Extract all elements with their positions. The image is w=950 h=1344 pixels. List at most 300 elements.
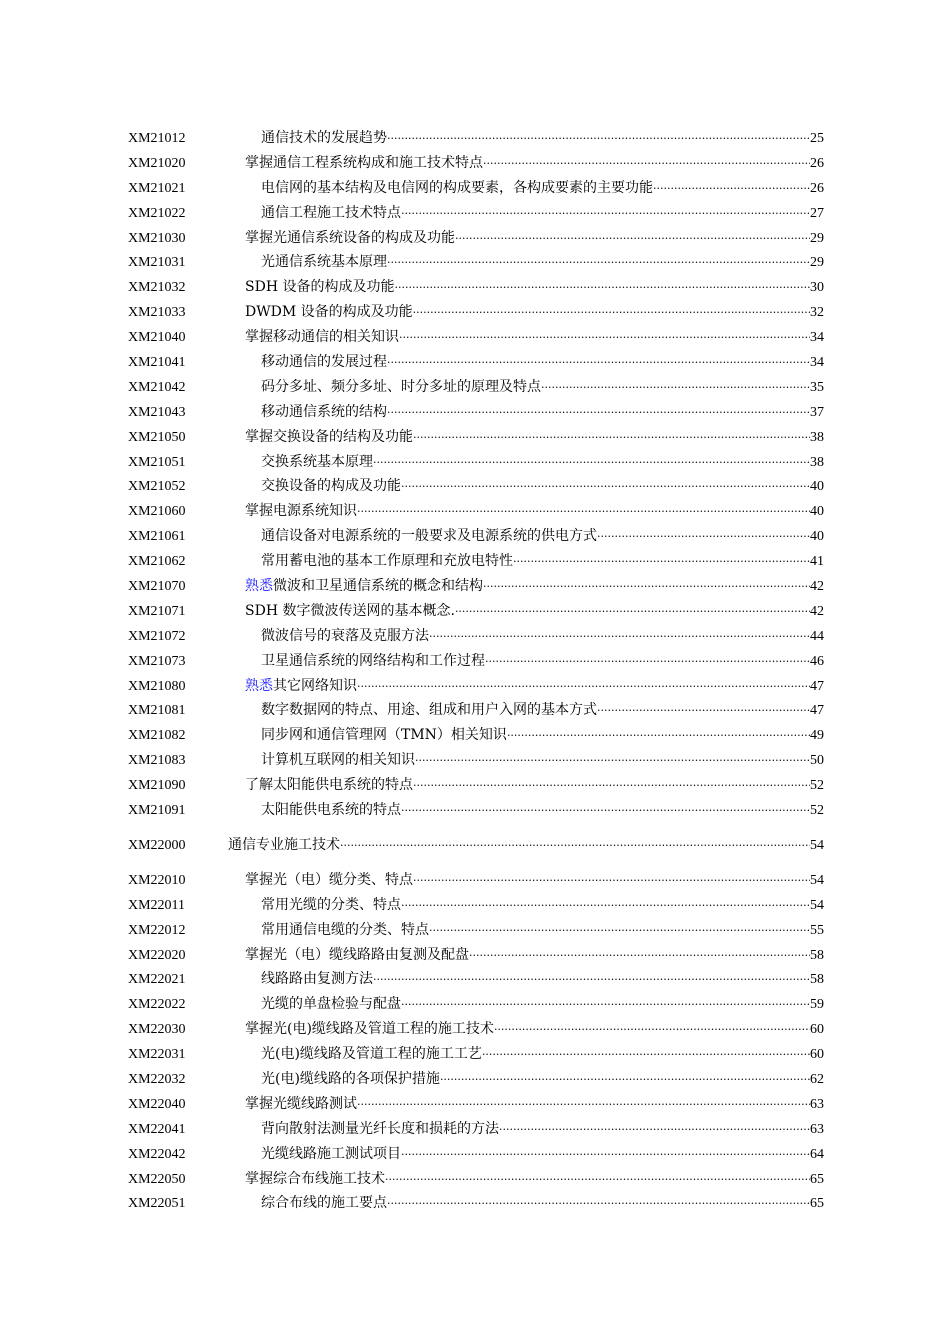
toc-entry[interactable] <box>128 674 824 699</box>
toc-entry-title: 数字数据网的特点、用途、组成和用户入网的基本方式 <box>261 702 597 719</box>
toc-entry-body <box>228 474 824 500</box>
toc-entry-code: XM21050 <box>128 429 186 445</box>
toc-entry-code: XM21021 <box>128 180 186 196</box>
toc-entry-code: XM21032 <box>128 280 186 296</box>
toc-entry-title: 计算机互联网的相关知识 <box>261 752 415 769</box>
toc-entry-title-wrap <box>261 748 415 773</box>
toc-entry-body <box>228 893 824 919</box>
toc-entry[interactable] <box>128 967 824 992</box>
toc-entry-title-wrap <box>245 425 413 450</box>
toc-dot-leader <box>499 1118 810 1143</box>
toc-dot-leader <box>483 152 810 177</box>
toc-entry-body <box>228 574 824 600</box>
toc-dot-leader <box>401 202 810 227</box>
toc-entry-title: 光(电)缆线路及管道工程的施工工艺 <box>261 1046 482 1063</box>
toc-dot-leader <box>413 869 810 894</box>
toc-dot-leader <box>429 919 810 944</box>
toc-entry-title: 移动通信系统的结构 <box>261 403 387 420</box>
toc-entry-body <box>228 226 824 252</box>
toc-entry-body <box>228 1092 824 1118</box>
toc-entry-body <box>228 375 824 401</box>
toc-entry-title-wrap <box>245 1167 385 1192</box>
toc-entry-page: 65 <box>810 1171 824 1187</box>
toc-entry-body <box>228 450 824 476</box>
toc-entry-body <box>228 499 824 525</box>
toc-entry-body <box>228 674 824 700</box>
toc-entry[interactable] <box>128 992 824 1017</box>
toc-entry-title-wrap <box>245 599 455 624</box>
toc-entry[interactable] <box>128 599 824 624</box>
toc-entry-title: 通信技术的发展趋势 <box>261 130 387 146</box>
toc-entry[interactable] <box>128 450 824 475</box>
toc-entry-code: XM22022 <box>128 997 186 1013</box>
toc-entry-highlight: 熟悉 <box>245 578 273 595</box>
toc-entry-body <box>228 176 824 202</box>
toc-entry-code: XM21081 <box>128 703 186 719</box>
toc-entry-title-wrap <box>261 992 401 1017</box>
toc-entry-body <box>228 918 824 944</box>
toc-entry-body <box>228 201 824 227</box>
toc-entry[interactable] <box>128 773 824 798</box>
toc-entry-body <box>228 1042 824 1068</box>
toc-entry-code: XM22021 <box>128 972 186 988</box>
toc-entry-page: 42 <box>810 603 824 619</box>
toc-entry-title-wrap <box>261 250 387 275</box>
toc-entry-code: XM22030 <box>128 1022 186 1038</box>
toc-dot-leader <box>340 834 810 859</box>
toc-entry-page: 47 <box>810 703 824 719</box>
toc-entry[interactable] <box>128 275 824 300</box>
toc-entry-title-wrap <box>245 499 357 524</box>
toc-entry-title-wrap <box>245 325 399 350</box>
toc-entry-title: 同步网和通信管理网（TMN）相关知识 <box>261 727 507 744</box>
toc-entry-code: XM21040 <box>128 330 186 346</box>
toc-entry[interactable] <box>128 226 824 251</box>
toc-entry-title: 常用蓄电池的基本工作原理和充放电特性 <box>261 553 513 570</box>
toc-entry-code: XM21031 <box>128 255 186 271</box>
toc-entry-page: 60 <box>810 1047 824 1063</box>
toc-entry-body <box>228 425 824 451</box>
toc-entry-title-wrap <box>245 943 469 968</box>
toc-entry-page: 63 <box>810 1096 824 1112</box>
toc-entry-title: 了解太阳能供电系统的特点 <box>245 777 413 794</box>
toc-entry-title-wrap <box>245 868 413 893</box>
toc-entry-code: XM22042 <box>128 1146 186 1162</box>
toc-entry[interactable] <box>128 918 824 943</box>
toc-dot-leader <box>394 276 810 301</box>
toc-entry-title: 码分多址、频分多址、时分多址的原理及特点 <box>261 378 541 395</box>
toc-entry[interactable] <box>128 425 824 450</box>
toc-entry-page: 41 <box>810 554 824 570</box>
toc-entry-body <box>228 1067 824 1093</box>
toc-entry-title-wrap <box>245 226 455 251</box>
toc-entry-body <box>228 624 824 650</box>
toc-entry-title-wrap <box>245 275 394 300</box>
toc-entry-title: 掌握通信工程系统构成和施工技术特点 <box>245 154 483 171</box>
toc-entry[interactable] <box>128 1067 824 1092</box>
toc-entry-code: XM21020 <box>128 155 186 171</box>
toc-entry-code: XM21083 <box>128 753 186 769</box>
toc-entry-code: XM21072 <box>128 628 186 644</box>
toc-entry-title-wrap <box>245 773 413 798</box>
toc-entry-title-wrap <box>261 450 373 475</box>
toc-entry[interactable] <box>128 1191 824 1216</box>
toc-entry-title-wrap <box>261 893 401 918</box>
toc-entry-body <box>228 1117 824 1143</box>
toc-entry-title: 常用光缆的分类、特点 <box>261 896 401 913</box>
toc-entry-code: XM21062 <box>128 554 186 570</box>
toc-dot-leader <box>401 894 810 919</box>
toc-entry-page: 65 <box>810 1196 824 1212</box>
toc-dot-leader <box>387 401 810 426</box>
toc-entry-page: 38 <box>810 454 824 470</box>
toc-entry[interactable] <box>128 151 824 176</box>
toc-entry-code: XM21051 <box>128 454 186 470</box>
toc-entry[interactable] <box>128 499 824 524</box>
toc-entry-title-wrap <box>261 1117 499 1142</box>
toc-entry-page: 26 <box>810 180 824 196</box>
toc-entry-title: 线路路由复测方法 <box>261 971 373 988</box>
toc-entry-highlight: 熟悉 <box>245 677 273 694</box>
toc-dot-leader <box>373 968 810 993</box>
toc-entry-code: XM22010 <box>128 872 186 888</box>
toc-dot-leader <box>597 525 810 550</box>
toc-entry-code: XM21043 <box>128 404 186 420</box>
toc-dot-leader <box>494 1018 810 1043</box>
toc-entry[interactable] <box>128 1042 824 1067</box>
toc-entry-page: 50 <box>810 753 824 769</box>
toc-dot-leader <box>413 426 810 451</box>
toc-entry-page: 64 <box>810 1146 824 1162</box>
toc-entry[interactable] <box>128 350 824 375</box>
toc-dot-leader <box>415 749 810 774</box>
toc-entry-page: 29 <box>810 230 824 246</box>
toc-dot-leader <box>357 675 810 700</box>
toc-entry-page: 40 <box>810 529 824 545</box>
toc-entry[interactable] <box>128 325 824 350</box>
toc-entry-title: 掌握电源系统知识 <box>245 503 357 520</box>
toc-entry-code: XM21080 <box>128 678 186 694</box>
toc-dot-leader <box>507 724 810 749</box>
toc-entry-body <box>228 943 824 969</box>
toc-dot-leader <box>541 376 810 401</box>
toc-dot-leader <box>653 177 810 202</box>
toc-entry[interactable] <box>128 649 824 674</box>
toc-dot-leader <box>385 1168 810 1193</box>
toc-entry[interactable] <box>128 1117 824 1142</box>
toc-entry-body <box>228 599 824 625</box>
toc-dot-leader <box>440 1068 810 1093</box>
toc-entry-title: 光缆的单盘检验与配盘 <box>261 996 401 1013</box>
toc-entry-title: 移动通信的发展过程 <box>261 354 387 371</box>
toc-dot-leader <box>387 127 810 152</box>
toc-entry-body <box>228 325 824 351</box>
toc-entry-page: 40 <box>810 504 824 520</box>
toc-entry[interactable] <box>128 868 824 893</box>
toc-entry[interactable] <box>128 474 824 499</box>
toc-entry-code: XM21073 <box>128 653 186 669</box>
toc-entry-body <box>228 151 824 177</box>
toc-entry-title: 微波和卫星通信系统的概念和结构 <box>273 578 483 595</box>
toc-entry-title-wrap <box>245 1092 357 1117</box>
toc-entry[interactable] <box>128 1167 824 1192</box>
toc-entry[interactable] <box>128 798 824 823</box>
toc-entry[interactable] <box>128 524 824 549</box>
toc-entry[interactable] <box>128 698 824 723</box>
toc-entry-code: XM22020 <box>128 947 186 963</box>
toc-dot-leader <box>387 1192 810 1217</box>
toc-entry-page: 54 <box>810 872 824 888</box>
toc-entry-code: XM22031 <box>128 1047 186 1063</box>
toc-entry-title-wrap <box>228 833 340 858</box>
toc-entry[interactable] <box>128 549 824 574</box>
toc-entry-page: 54 <box>810 837 824 853</box>
toc-entry-body <box>228 1142 824 1168</box>
toc-entry-page: 30 <box>810 280 824 296</box>
toc-entry-title-wrap <box>261 1042 482 1067</box>
toc-entry-body <box>228 723 824 749</box>
toc-entry[interactable] <box>128 943 824 968</box>
toc-entry-body <box>228 967 824 993</box>
toc-dot-leader <box>455 600 810 625</box>
toc-entry-page: 37 <box>810 404 824 420</box>
toc-entry-page: 63 <box>810 1121 824 1137</box>
toc-entry-title: 通信设备对电源系统的一般要求及电源系统的供电方式 <box>261 528 597 545</box>
toc-entry-title-wrap <box>261 649 485 674</box>
toc-entry-body <box>228 1167 824 1193</box>
toc-entry-title: 电信网的基本结构及电信网的构成要素，各构成要素的主要功能 <box>261 179 653 196</box>
toc-entry-body <box>228 350 824 376</box>
toc-entry-code: XM22041 <box>128 1121 186 1137</box>
toc-entry[interactable] <box>128 833 824 858</box>
toc-entry-title: 掌握光（电）缆线路路由复测及配盘 <box>245 946 469 963</box>
toc-entry-page: 58 <box>810 947 824 963</box>
toc-entry-body <box>228 748 824 774</box>
toc-dot-leader <box>482 1043 810 1068</box>
toc-entry-page: 38 <box>810 429 824 445</box>
toc-entry-page: 52 <box>810 803 824 819</box>
toc-entry-body <box>228 549 824 575</box>
toc-entry-body <box>228 833 824 859</box>
toc-entry[interactable] <box>128 126 824 151</box>
toc-dot-leader <box>387 351 810 376</box>
toc-entry-title-wrap <box>261 1142 401 1167</box>
toc-entry-body <box>228 649 824 675</box>
toc-entry-title-wrap <box>261 918 429 943</box>
toc-entry[interactable] <box>128 1017 824 1042</box>
toc-entry-title-wrap <box>245 574 483 599</box>
toc-entry-body <box>228 1017 824 1043</box>
toc-entry-body <box>228 524 824 550</box>
toc-entry-code: XM21070 <box>128 579 186 595</box>
toc-dot-leader <box>413 774 810 799</box>
toc-dot-leader <box>469 944 810 969</box>
toc-entry[interactable] <box>128 400 824 425</box>
toc-entry-title-wrap <box>261 524 597 549</box>
toc-entry-code: XM21071 <box>128 603 186 619</box>
toc-entry-page: 42 <box>810 579 824 595</box>
toc-entry[interactable] <box>128 201 824 226</box>
toc-entry[interactable] <box>128 893 824 918</box>
toc-entry[interactable] <box>128 375 824 400</box>
toc-entry-title: 掌握光（电）缆分类、特点 <box>245 871 413 888</box>
toc-entry-title: 光(电)缆线路的各项保护措施 <box>261 1070 440 1087</box>
toc-entry-page: 32 <box>810 305 824 321</box>
toc-entry-page: 25 <box>810 131 824 146</box>
toc-entry-page: 44 <box>810 628 824 644</box>
toc-entry-title: 微波信号的衰落及克服方法 <box>261 627 429 644</box>
toc-entry-page: 46 <box>810 653 824 669</box>
toc-entry-body <box>228 698 824 724</box>
toc-entry-code: XM22032 <box>128 1071 186 1087</box>
toc-entry-page: 54 <box>810 897 824 913</box>
toc-entry-title: 掌握移动通信的相关知识 <box>245 329 399 346</box>
toc-dot-leader <box>401 993 810 1018</box>
toc-entry-title: 光缆线路施工测试项目 <box>261 1145 401 1162</box>
toc-dot-leader <box>401 799 810 824</box>
toc-entry-code: XM22000 <box>128 837 186 853</box>
toc-entry-title: 背向散射法测量光纤长度和损耗的方法 <box>261 1120 499 1137</box>
toc-entry-page: 55 <box>810 922 824 938</box>
toc-entry-title: DWDM 设备的构成及功能 <box>245 304 413 321</box>
toc-entry-page: 59 <box>810 997 824 1013</box>
toc-entry-title-wrap <box>261 474 401 499</box>
toc-entry[interactable] <box>128 624 824 649</box>
toc-entry-code: XM21042 <box>128 379 186 395</box>
toc-entry-title: 掌握光(电)缆线路及管道工程的施工技术 <box>245 1021 494 1038</box>
toc-entry-code: XM21030 <box>128 230 186 246</box>
toc-entry[interactable] <box>128 176 824 201</box>
toc-entry-page: 47 <box>810 678 824 694</box>
toc-entry-code: XM21012 <box>128 131 186 146</box>
toc-entry-title: 交换系统基本原理 <box>261 453 373 470</box>
toc-entry-title-wrap <box>261 798 401 823</box>
toc-entry-title-wrap <box>261 723 507 748</box>
toc-entry-title-wrap <box>261 1067 440 1092</box>
toc-entry-page: 26 <box>810 155 824 171</box>
toc-entry-code: XM21061 <box>128 529 186 545</box>
toc-dot-leader <box>597 699 810 724</box>
toc-entry-body <box>228 773 824 799</box>
toc-entry-page: 58 <box>810 972 824 988</box>
toc-entry-code: XM21033 <box>128 305 186 321</box>
toc-entry-title: 光通信系统基本原理 <box>261 254 387 271</box>
toc-entry-title-wrap <box>261 350 387 375</box>
toc-entry-page: 62 <box>810 1071 824 1087</box>
toc-entry-title: 常用通信电缆的分类、特点 <box>261 921 429 938</box>
toc-entry[interactable] <box>128 1092 824 1117</box>
toc-entry-page: 49 <box>810 728 824 744</box>
toc-entry-body <box>228 300 824 326</box>
toc-entry-title-wrap <box>245 300 413 325</box>
toc-entry[interactable] <box>128 723 824 748</box>
toc-entry-page: 27 <box>810 205 824 221</box>
toc-dot-leader <box>387 251 810 276</box>
toc-dot-leader <box>357 500 810 525</box>
toc-entry[interactable] <box>128 748 824 773</box>
toc-entry-title-wrap <box>261 967 373 992</box>
toc-entry-title: 掌握光缆线路测试 <box>245 1095 357 1112</box>
toc-entry-title: 通信工程施工技术特点 <box>261 204 401 221</box>
toc-entry[interactable] <box>128 300 824 325</box>
toc-entry-code: XM22040 <box>128 1096 186 1112</box>
toc-entry-title: 综合布线的施工要点 <box>261 1195 387 1212</box>
toc-entry-title-wrap <box>261 375 541 400</box>
toc-entry-body <box>228 1191 824 1217</box>
toc-entry-code: XM21082 <box>128 728 186 744</box>
toc-entry-title: SDH 数字微波传送网的基本概念. <box>245 602 455 619</box>
toc-entry[interactable] <box>128 250 824 275</box>
toc-entry-title-wrap <box>261 549 513 574</box>
toc-entry-page: 29 <box>810 255 824 271</box>
toc-entry-code: XM22012 <box>128 922 186 938</box>
toc-entry-title: 其它网络知识 <box>273 677 357 694</box>
toc-entry-code: XM21022 <box>128 205 186 221</box>
toc-dot-leader <box>413 301 810 326</box>
toc-entry-body <box>228 275 824 301</box>
toc-entry-title: 通信专业施工技术 <box>228 836 340 853</box>
toc-entry-page: 60 <box>810 1022 824 1038</box>
toc-entry-title-wrap <box>245 1017 494 1042</box>
toc-entry-title-wrap <box>245 674 357 699</box>
toc-dot-leader <box>513 550 810 575</box>
toc-entry-code: XM21060 <box>128 504 186 520</box>
toc-entry-title-wrap <box>261 400 387 425</box>
toc-dot-leader <box>429 625 810 650</box>
toc-entry-body <box>228 798 824 824</box>
toc-dot-leader <box>483 575 810 600</box>
toc-entry-title-wrap <box>261 201 401 226</box>
toc-entry-body <box>228 126 824 152</box>
toc-entry-title: 交换设备的构成及功能 <box>261 478 401 495</box>
toc-entry-title-wrap <box>261 698 597 723</box>
toc-entry-code: XM22050 <box>128 1171 186 1187</box>
toc-entry-code: XM22011 <box>128 897 186 913</box>
toc-entry-page: 35 <box>810 379 824 395</box>
toc-entry-code: XM21091 <box>128 803 186 819</box>
toc-entry-page: 34 <box>810 355 824 371</box>
toc-dot-leader <box>373 451 810 476</box>
toc-dot-leader <box>455 227 810 252</box>
toc-entry-title: 掌握综合布线施工技术 <box>245 1170 385 1187</box>
toc-dot-leader <box>485 650 810 675</box>
toc-entry-title-wrap <box>261 176 653 201</box>
toc-entry-page: 40 <box>810 479 824 495</box>
toc-entry-body <box>228 400 824 426</box>
toc-dot-leader <box>401 475 810 500</box>
toc-entry-title: 掌握光通信系统设备的构成及功能 <box>245 229 455 246</box>
toc-dot-leader <box>357 1093 810 1118</box>
toc-dot-leader <box>399 326 810 351</box>
toc-entry-title-wrap <box>261 126 387 151</box>
toc-entry-page: 52 <box>810 778 824 794</box>
table-of-contents <box>128 126 824 1216</box>
toc-entry-code: XM21052 <box>128 479 186 495</box>
toc-entry[interactable] <box>128 574 824 599</box>
toc-entry-title: 掌握交换设备的结构及功能 <box>245 428 413 445</box>
toc-entry-title: SDH 设备的构成及功能 <box>245 279 395 296</box>
toc-entry-code: XM21090 <box>128 778 186 794</box>
toc-entry-page: 34 <box>810 330 824 346</box>
toc-entry-body <box>228 992 824 1018</box>
toc-entry[interactable] <box>128 1142 824 1167</box>
toc-entry-title: 卫星通信系统的网络结构和工作过程 <box>261 652 485 669</box>
toc-entry-title-wrap <box>261 624 429 649</box>
toc-entry-title-wrap <box>245 151 483 176</box>
toc-entry-code: XM22051 <box>128 1196 186 1212</box>
toc-entry-title: 太阳能供电系统的特点 <box>261 802 401 819</box>
toc-entry-body <box>228 868 824 894</box>
